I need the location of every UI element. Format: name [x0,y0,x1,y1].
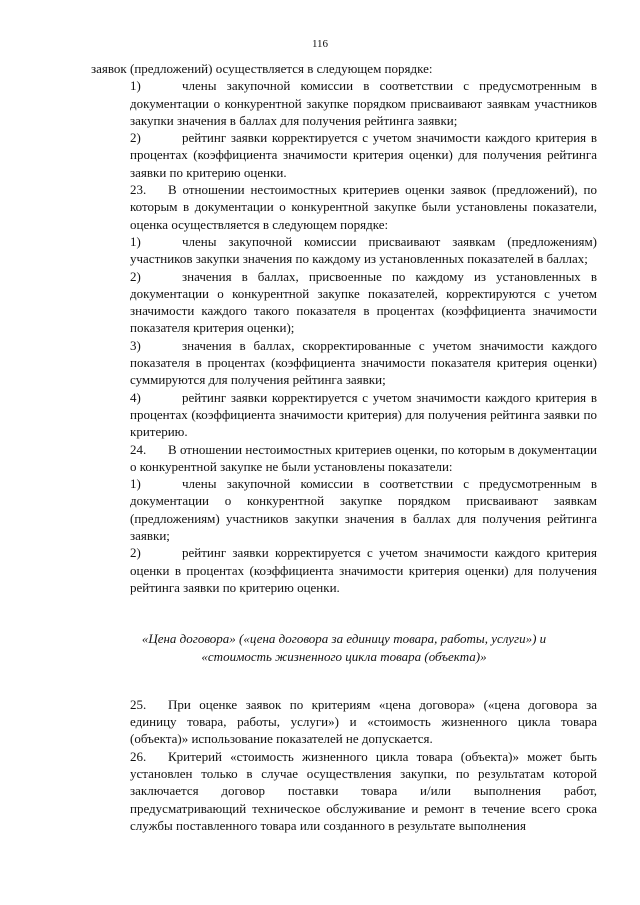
section-heading-line-2: «стоимость жизненного цикла товара (объекта)» [201,648,487,664]
page-number: 116 [311,38,329,50]
intro-line: заявок (предложений) осуществляется в следующем порядке: [91,61,433,76]
paragraph-23: 23. В отношении нестоимостных критериев оценки заявок (предложений), по которым в документации о конкурентной закупке были установлены показатели, оценка осуществляется в следующем порядке: [130,182,597,232]
list-item: 1) члены закупочной комиссии в соответствии с предусмотренным в документации о конкурентной закупке порядком присваивают заявкам (предложениям) участников закупки значения в баллах для получения рейтинга заявки; [130,476,597,544]
list-item: 2) рейтинг заявки корректируется с учетом значимости каждого критерия оценки в процентах (коэффициента значимости критерия оценки) для получения рейтинга заявки по критерию оценки. [130,545,597,595]
list-item: 1) члены закупочной комиссии присваивают заявкам (предложениям) участников закупки значения по каждому из установленных показателей в баллах; [130,233,597,267]
list-item: 2) значения в баллах, присвоенные по каждому из установленных в документации о конкурентной закупке показателей, корректируются с учетом значимости каждого такого показателя в процентах (коэффициента значимости показателя критерия оценки); [130,268,597,336]
list-item: 1) члены закупочной комиссии в соответствии с предусмотренным в документации о конкурентной закупке порядком присваивают заявкам участников закупки значения в баллах для получения рейтинга заявки; [130,78,597,128]
paragraph-26: 26. Критерий «стоимость жизненного цикла товара (объекта)» может быть установлен только в случае осуществления закупки, по результатам которой заключается договор поставки товара и/или выполнения работ, предусматривающий техническое обслуживание и ремонт в течение всего срока службы поставленного товара или созданного в результате выполнения [130,748,597,833]
list-item: 2) рейтинг заявки корректируется с учетом значимости каждого критерия в процентах (коэффициента значимости критерия оценки) для получения рейтинга заявки по критерию оценки. [130,130,597,180]
list-24 [91,475,597,596]
document-body [91,60,597,834]
paragraph-25: 25. При оценке заявок по критериям «цена договора» («цена договора за единицу товара, работы, услуги») и «стоимость жизненного цикла товара (объекта)» использование показателей не допускается. [130,696,597,747]
paragraph-24: 24. В отношении нестоимостных критериев оценки, по которым в документации о конкурентной закупке не были установлены показатели: [130,441,597,474]
section-heading-line-1: «Цена договора» («цена договора за единицу товара, работы, услуги») и [141,631,547,647]
list-23 [91,233,597,441]
list-item: 3) значения в баллах, скорректированные с учетом значимости каждого показателя в процентах (коэффициента значимости показателя критерия оценки) суммируются для получения рейтинга заявки; [130,337,597,388]
list-22 [91,77,597,181]
section-heading [91,630,597,665]
list-item: 4) рейтинг заявки корректируется с учетом значимости каждого критерия в процентах (коэффициента значимости критерия) для получения рейтинга заявки по критерию. [130,389,597,440]
